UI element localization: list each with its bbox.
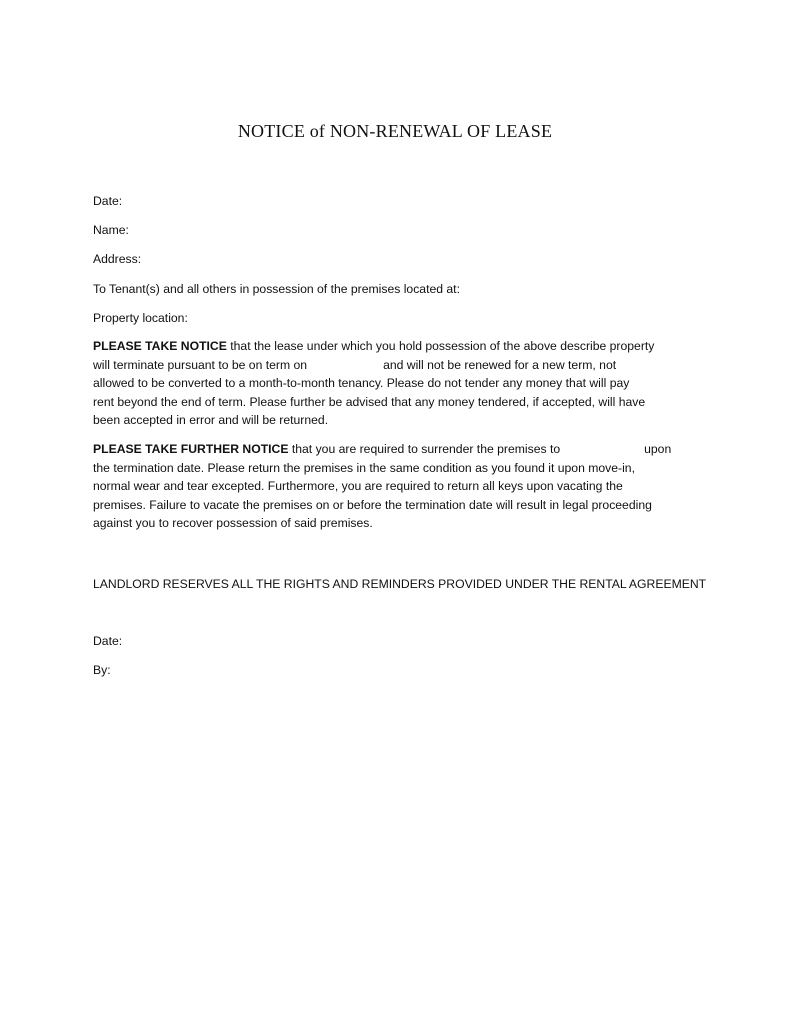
signature-by-label: By: [93,663,111,677]
further-line-4: premises. Failure to vacate the premises on or before the termination date will result in legal proceeding [93,497,652,512]
notice-line-2 [93,356,705,375]
notice-line-1 [93,337,705,356]
further-line-5: against you to recover possession of said premises. [93,516,373,531]
further-line-1 [93,440,705,459]
further-line-2: the termination date. Please return the premises in the same condition as you found it upon move-in, [93,460,635,475]
name-label: Name: [93,223,129,237]
notice-line-1-rest: that the lease under which you hold possession of the above describe property [226,339,655,353]
notice-line-3: allowed to be converted to a month-to-month tenancy. Please do not tender any money that will pay [93,376,630,391]
notice-lead: PLEASE TAKE NOTICE [93,339,227,353]
notice-line-2-before: will terminate pursuant to be on term on [93,357,308,372]
further-notice-paragraph [93,440,705,533]
notice-line-5: been accepted in error and will be returned. [93,413,329,428]
address-label: Address: [93,252,142,266]
notice-paragraph [93,337,705,430]
further-line-3: normal wear and tear excepted. Furthermore, you are required to return all keys upon vacating the [93,479,623,494]
reservation-line: LANDLORD RESERVES ALL THE RIGHTS AND REMINDERS PROVIDED UNDER THE RENTAL AGREEMENT [93,577,707,591]
further-notice-lead: PLEASE TAKE FURTHER NOTICE [93,442,289,456]
further-line-1-after: upon [644,442,672,456]
further-line-1-before: that you are required to surrender the premises to [288,442,561,456]
property-location-label: Property location: [93,311,188,325]
notice-line-2-after: and will not be renewed for a new term, not [383,357,617,372]
document-title: NOTICE of NON-RENEWAL OF LEASE [237,121,553,141]
notice-line-4: rent beyond the end of term. Please further be advised that any money tendered, if accepted, will have [93,394,646,409]
date-label: Date: [93,194,123,208]
signature-date-label: Date: [93,634,123,648]
intro-line: To Tenant(s) and all others in possession of the premises located at: [93,282,460,296]
